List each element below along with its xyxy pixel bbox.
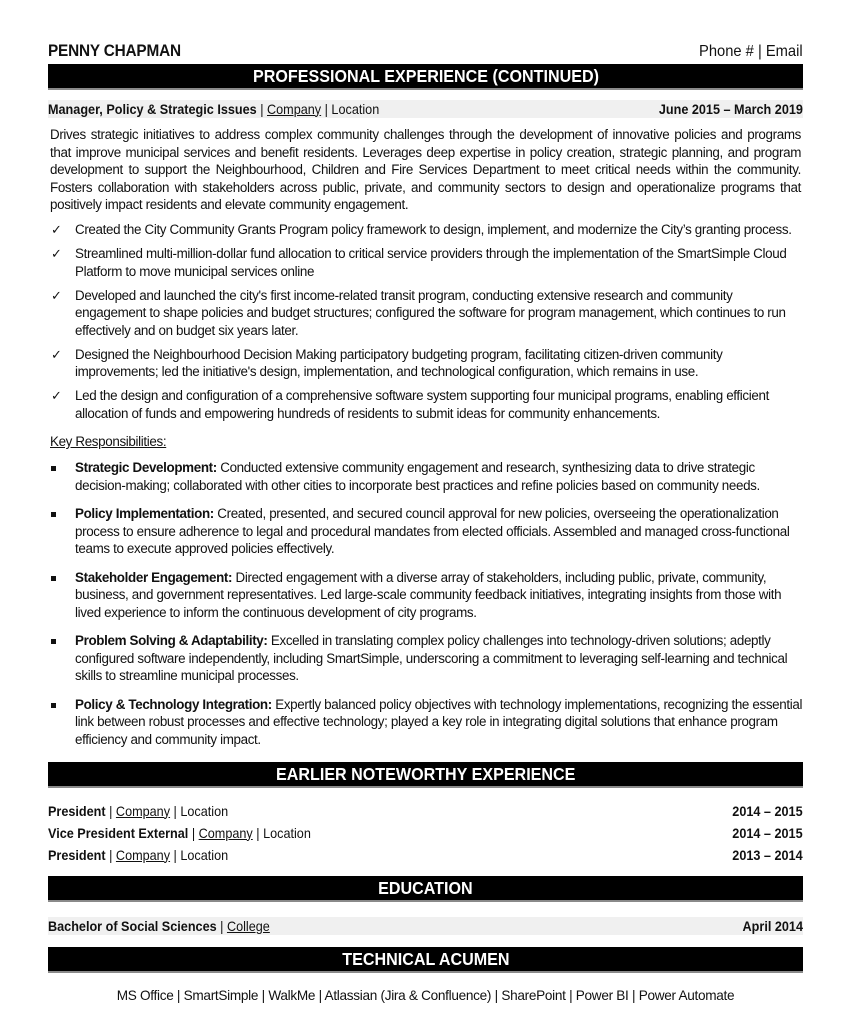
responsibility-item: Stakeholder Engagement: Directed engagement with a diverse array of stakeholders, including public, private, community, business, and government representatives. Led large-scale community feedback initiatives, integrating insights from those with lived experience to inform the continuous development of city programs. [48, 569, 803, 622]
square-bullet-icon [51, 512, 56, 517]
earlier-job-row: President | Company | Location 2014 – 2015 [48, 803, 803, 819]
school: College [226, 918, 270, 934]
job-company: Company [267, 101, 322, 117]
achievement-item: ✓ Developed and launched the city's first income-related transit program, conducting extensive research and community engagement to shape policies and budget structures; configured the software for program management, which continues to run effectively and on budget six years later. [51, 287, 786, 338]
checkmark-icon: ✓ [51, 388, 62, 403]
earlier-job-row: Vice President External | Company | Location 2014 – 2015 [48, 825, 803, 841]
responsibility-item: Problem Solving & Adaptability: Excelled in translating complex policy challenges into technology-driven solutions; adeptly configured software independently, including SmartSimple, underscoring a commitment to leveraging self-learning and technical skills to streamline municipal processes. [48, 632, 803, 685]
responsibilities-list [48, 459, 803, 759]
key-responsibilities-label: Key Responsibilities: [50, 434, 167, 449]
earlier-job-row: President | Company | Location 2013 – 2014 [48, 847, 803, 863]
responsibility-item: Strategic Development: Conducted extensive community engagement and research, synthesizing data to drive strategic decision-making; collaborated with other cities to incorporate best practices and refine policies based on community needs. [48, 459, 803, 494]
technical-skills: MS Office | SmartSimple | WalkMe | Atlassian (Jira & Confluence) | SharePoint | Power BI | Power Automate [116, 988, 735, 1003]
job-summary: Drives strategic initiatives to address complex community challenges through the development of innovative policies and programs that improve municipal services and benefit residents. Leverages deep expertise in policy creation, strategic planning, and program development to support the Neighbourhood, Children and Fire Services Department to meet critical needs within the community. Fosters collaboration with stakeholders across public, private, and community sectors to design and operationalize programs that positively impact residents and elevate community engagement. [50, 127, 801, 212]
responsibility-item: Policy & Technology Integration: Expertly balanced policy objectives with technology implementations, recognizing the essential link between robust processes and effective technology; played a key role in integrating digital solutions that enhance program efficiency and community impact. [48, 696, 803, 749]
achievement-item: ✓ Led the design and configuration of a comprehensive software system supporting four municipal programs, enabling efficient allocation of funds and empowering hundreds of residents to submit ideas for community enhancements. [51, 388, 769, 421]
graduation-date: April 2014 [742, 918, 803, 934]
section-header-education: EDUCATION [48, 876, 803, 902]
section-header-earlier-experience: EARLIER NOTEWORTHY EXPERIENCE [48, 762, 803, 788]
square-bullet-icon [51, 466, 56, 471]
job-dates: June 2015 – March 2019 [658, 101, 803, 117]
achievement-item: ✓ Streamlined multi-million-dollar fund allocation to critical service providers through the implementation of the SmartSimple Cloud Platform to move municipal services online [51, 246, 787, 279]
achievement-item: ✓ Designed the Neighbourhood Decision Making participatory budgeting program, facilitating citizen-driven community improvements; led the initiative's design, implementation, and technological configuration, which remains in use. [51, 346, 723, 379]
resume-header [48, 39, 803, 61]
degree: Bachelor of Social Sciences [48, 918, 217, 934]
candidate-name: PENNY CHAPMAN [48, 42, 181, 60]
section-header-professional-experience: PROFESSIONAL EXPERIENCE (CONTINUED) [48, 64, 803, 90]
checkmark-icon: ✓ [51, 346, 62, 362]
section-header-technical: TECHNICAL ACUMEN [48, 947, 803, 973]
square-bullet-icon [51, 703, 56, 708]
checkmark-icon: ✓ [51, 287, 62, 303]
education-row: Bachelor of Social Sciences | College April 2014 [48, 918, 803, 934]
contact-info: Phone # | Email [699, 43, 803, 60]
job-heading: Manager, Policy & Strategic Issues | Company | Location June 2015 – March 2019 [48, 101, 803, 117]
achievements-list [48, 221, 803, 429]
job-title: Manager, Policy & Strategic Issues [48, 101, 257, 117]
checkmark-icon: ✓ [51, 246, 62, 261]
job-location: Location [331, 101, 380, 117]
square-bullet-icon [51, 639, 56, 644]
square-bullet-icon [51, 576, 56, 581]
checkmark-icon: ✓ [51, 222, 62, 237]
achievement-item: ✓ Created the City Community Grants Program policy framework to design, implement, and modernize the City’s granting process. [51, 222, 792, 237]
responsibility-item: Policy Implementation: Created, presented, and secured council approval for new policies, overseeing the operationalization process to ensure adherence to legal and procedural mandates from elected officials. Assembled and managed cross-functional teams to execute approved policies effectively. [48, 505, 803, 558]
